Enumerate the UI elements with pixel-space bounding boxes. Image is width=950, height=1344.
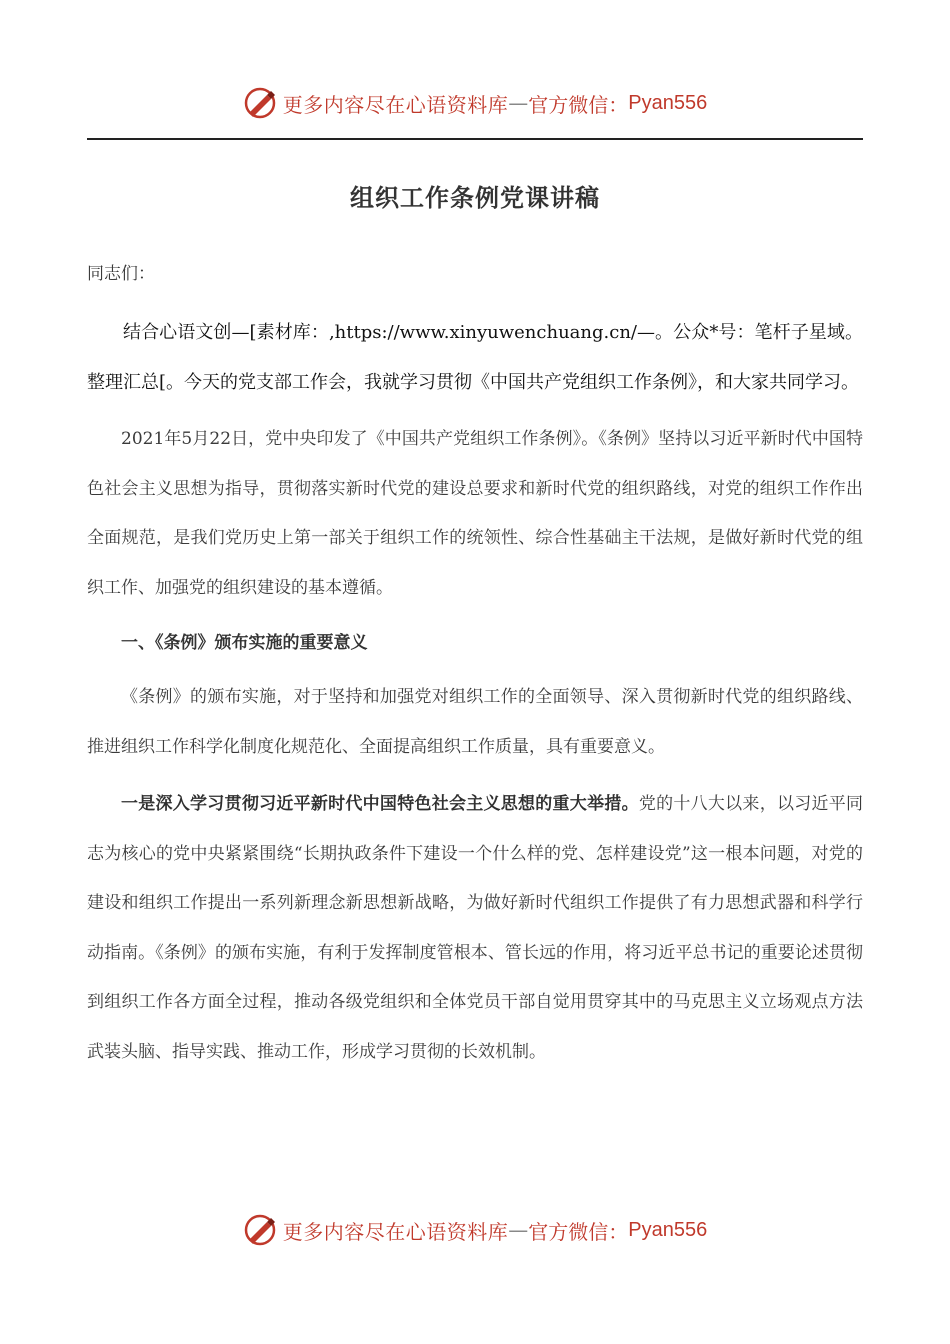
intro-paragraph: 结合心语文创—[素材库：,https://www.xinyuwenchuang.cn/—。公众*号：笔杆子星域。整理汇总[。今天的党支部工作会，我就学习贯彻《中国共产党组织工作条例》，和大家共同学习。 <box>87 322 863 393</box>
banner-wechat-id: Pyan556 <box>628 1218 708 1241</box>
page-title: 组织工作条例党课讲稿 <box>350 184 600 212</box>
header-banner <box>0 83 950 123</box>
pen-logo-icon <box>243 86 277 120</box>
banner-text: 更多内容尽在心语资料库 <box>282 1219 509 1244</box>
salutation: 同志们： <box>87 264 155 284</box>
banner-separator: — <box>508 1218 529 1242</box>
banner-text: 更多内容尽在心语资料库 <box>282 92 509 117</box>
paragraph-1: 2021年5月22日，党中央印发了《中国共产党组织工作条例》。《条例》坚持以习近平新时代中国特色社会主义思想为指导，贯彻落实新时代党的建设总要求和新时代党的组织路线，对党的组织工作作出全面规范，是我们党历史上第一部关于组织工作的统领性、综合性基础主干法规，是做好新时代党的组织工作、加强党的组织建设的基本遵循。 <box>87 429 863 598</box>
document-body <box>87 254 863 1077</box>
paragraph-3-lead: 一是深入学习贯彻习近平新时代中国特色社会主义思想的重大举措。 <box>121 794 639 814</box>
paragraph-2: 《条例》的颁布实施，对于坚持和加强党对组织工作的全面领导、深入贯彻新时代党的组织路线、推进组织工作科学化制度化规范化、全面提高组织工作质量，具有重要意义。 <box>87 687 863 757</box>
footer-banner <box>0 1210 950 1250</box>
banner-wechat-label: 官方微信： <box>528 1219 629 1244</box>
paragraph-3-body: 党的十八大以来，以习近平同志为核心的党中央紧紧围绕“长期执政条件下建设一个什么样的党、怎样建设党”这一根本问题，对党的建设和组织工作提出一系列新理念新思想新战略，为做好新时代组织工作提供了有力思想武器和科学行动指南。《条例》的颁布实施，有利于发挥制度管根本、管长远的作用，将习近平总书记的重要论述贯彻到组织工作各方面全过程，推动各级党组织和全体党员干部自觉用贯穿其中的马克思主义立场观点方法武装头脑、指导实践、推动工作，形成学习贯彻的长效机制。 <box>87 794 864 1062</box>
pen-logo-icon <box>243 1213 277 1247</box>
banner-wechat-label: 官方微信： <box>528 92 629 117</box>
header-divider <box>87 138 863 140</box>
banner-wechat-id: Pyan556 <box>628 91 708 114</box>
section-heading-1: 一、《条例》颁布实施的重要意义 <box>121 633 368 653</box>
paragraph-3 <box>87 780 863 1077</box>
banner-separator: — <box>508 91 529 115</box>
